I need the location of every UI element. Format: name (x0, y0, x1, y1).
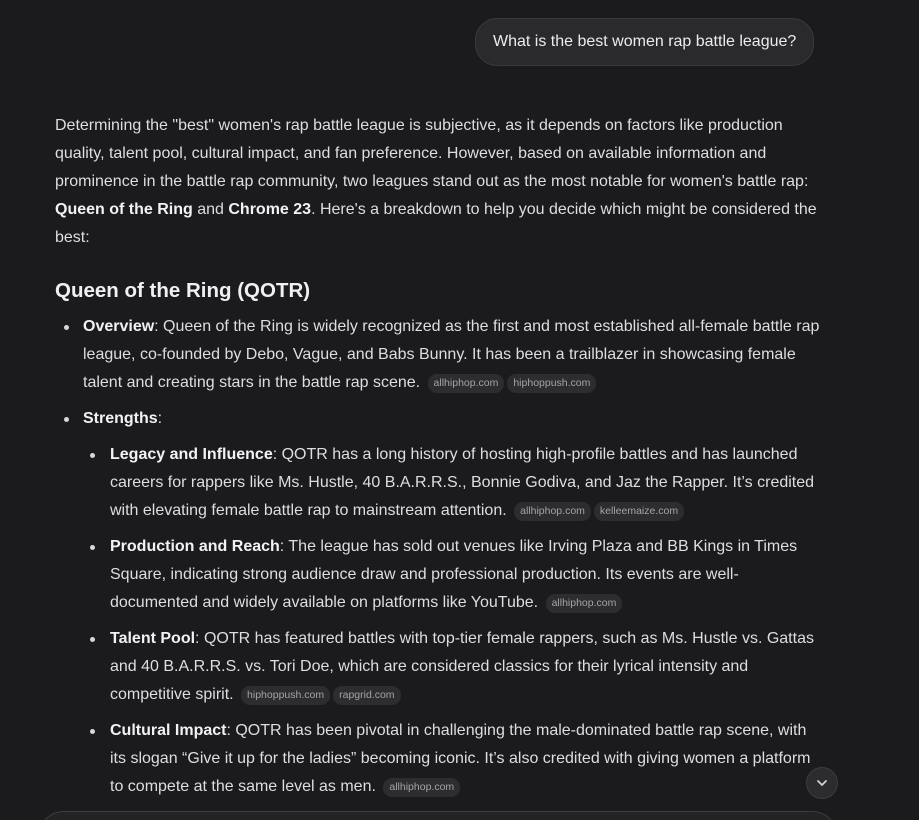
strength-text: : QOTR has been pivotal in challenging the male-dominated battle rap scene, with its slogan “Give it up for the ladies” becoming iconic. It’s also credited with giving women a platform to compete at the same level as men. (110, 722, 811, 795)
strength-item-talent (110, 625, 825, 709)
intro-text-2: . Here's a breakdown to help you decide which might be considered the best: (55, 201, 817, 246)
overview-text: : Queen of the Ring is widely recognized as the first and most established all-female battle rap league, co-founded by Debo, Vague, and Babs Bunny. It has been a trailblazer in showcasing female talent and creating stars in the battle rap scene. (83, 318, 820, 391)
strengths-bullet (83, 405, 828, 433)
league-name-qotr: Queen of the Ring (55, 201, 193, 218)
strength-text: : QOTR has a long history of hosting high-profile battles and has launched careers for rappers like Ms. Hustle, 40 B.A.R.R.S., Bonnie Godiva, and Jaz the Rapper. It’s credited with elevating female battle rap to mainstream attention. (110, 446, 815, 519)
source-chip[interactable]: hiphoppush.com (241, 686, 330, 705)
user-message-text: What is the best women rap battle league? (493, 33, 797, 50)
strength-label: Legacy and Influence (110, 446, 273, 463)
source-chip[interactable]: allhiphop.com (546, 594, 623, 613)
user-message-bubble (475, 18, 814, 66)
source-chip[interactable]: kelleemaize.com (594, 502, 684, 521)
source-chip[interactable]: rapgrid.com (333, 686, 400, 705)
strength-label: Production and Reach (110, 538, 280, 555)
strength-item-production (110, 533, 825, 617)
source-chip[interactable]: hiphoppush.com (507, 374, 596, 393)
overview-label: Overview (83, 318, 155, 335)
source-chip[interactable]: allhiphop.com (514, 502, 591, 521)
chevron-down-icon (815, 776, 829, 790)
strength-label: Cultural Impact (110, 722, 227, 739)
strength-text: : QOTR has featured battles with top-tier female rappers, such as Ms. Hustle vs. Gattas and 40 B.A.R.R.S. vs. Tori Doe, which are considered classics for their lyrical intensity and competitive spirit. (110, 630, 814, 703)
source-chip[interactable]: allhiphop.com (383, 778, 460, 797)
intro-paragraph (55, 112, 825, 252)
section-heading: Queen of the Ring (QOTR) (55, 279, 311, 302)
strength-item-cultural (110, 717, 825, 801)
strengths-colon: : (157, 410, 163, 427)
strengths-label: Strengths (83, 410, 158, 427)
strength-item-legacy (110, 441, 825, 525)
assistant-intro (55, 112, 825, 252)
source-chip[interactable]: allhiphop.com (428, 374, 505, 393)
league-name-chrome23: Chrome 23 (228, 201, 312, 218)
strength-text: : The league has sold out venues like Irving Plaza and BB Kings in Times Square, indicating strong audience draw and professional production. Its events are well-documented and widely available on platforms like YouTube. (110, 538, 798, 611)
strength-label: Talent Pool (110, 630, 196, 647)
intro-text-and: and (192, 201, 229, 218)
message-composer[interactable] (38, 811, 838, 820)
overview-bullet (83, 313, 828, 397)
intro-text-1: Determining the "best" women's rap battle league is subjective, as it depends on factors like production quality, talent pool, cultural impact, and fan preference. However, based on available information and prominence in the battle rap community, two leagues stand out as the most notable for women's battle rap: (55, 117, 809, 190)
scroll-to-bottom-button[interactable] (806, 767, 838, 799)
